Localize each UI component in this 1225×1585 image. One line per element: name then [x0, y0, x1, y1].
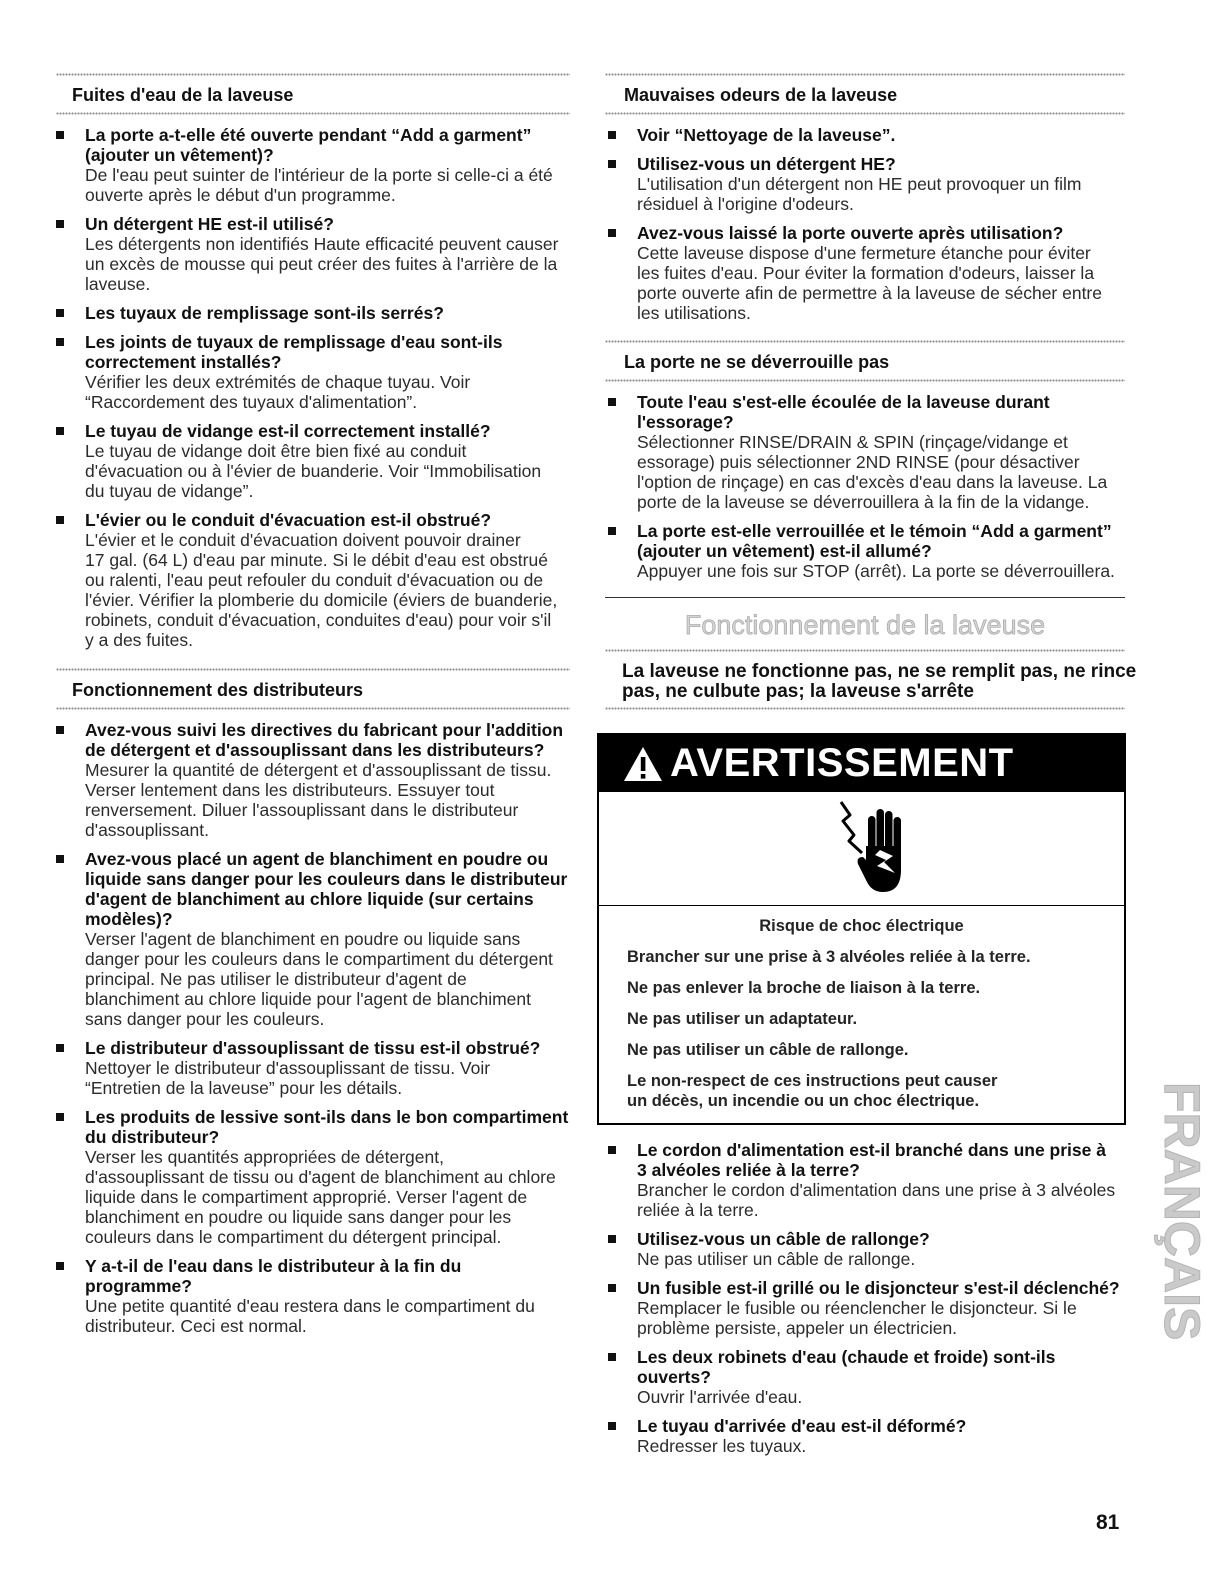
list-item	[608, 223, 1125, 323]
item-answer: Les détergents non identifiés Haute efficacité peuvent causer un excès de mousse qui peut créer des fuites à l'arrière de la laveuse.	[85, 234, 559, 294]
item-question: La porte est-elle verrouillée et le témoin “Add a garment” (ajouter un vêtement) est-il allumé?	[637, 521, 1112, 561]
item-question: Le distributeur d'assouplissant de tissu est-il obstrué?	[85, 1038, 541, 1058]
square-bullet-icon	[608, 1146, 616, 1154]
item-question: Un détergent HE est-il utilisé?	[85, 214, 334, 234]
item-answer: Ouvrir l'arrivée d'eau.	[637, 1387, 803, 1407]
item-answer: Remplacer le fusible ou réenclencher le disjoncteur. Si le problème persiste, appeler un électricien.	[637, 1298, 1077, 1338]
section-title: La porte ne se déverrouille pas	[624, 352, 890, 372]
item-answer: Vérifier les deux extrémités de chaque tuyau. Voir “Raccordement des tuyaux d'alimentation”.	[85, 372, 471, 412]
section-title: La laveuse ne fonctionne pas, ne se remplit pas, ne rince pas, ne culbute pas; la laveuse s'arrête	[622, 661, 1137, 702]
list-item	[56, 720, 570, 840]
dotted-rule	[605, 112, 1125, 115]
item-question: Le tuyau de vidange est-il correctement installé?	[85, 421, 491, 441]
square-bullet-icon	[56, 855, 64, 863]
square-bullet-icon	[56, 516, 64, 524]
item-list	[56, 720, 570, 1336]
item-question: Avez-vous placé un agent de blanchiment en poudre ou liquide sans danger pour les couleurs dans le distributeur d'agent de blanchiment au chlore liquide (sur certains modèles)?	[85, 849, 568, 929]
item-answer: Le tuyau de vidange doit être bien fixé au conduit d'évacuation ou à l'évier de buanderie. Voir “Immobilisation du tuyau de vidange”.	[85, 441, 542, 501]
item-answer: Appuyer une fois sur STOP (arrêt). La porte se déverrouillera.	[637, 561, 1115, 581]
item-question: Voir “Nettoyage de la laveuse”.	[637, 125, 896, 145]
square-bullet-icon	[608, 398, 616, 406]
item-answer: Mesurer la quantité de détergent et d'assouplissant de tissu. Verser lentement dans les distributeurs. Essuyer tout renversement. Diluer l'assouplissant dans le distributeur d'assouplissant.	[85, 760, 552, 840]
square-bullet-icon	[56, 131, 64, 139]
dotted-rule	[605, 340, 1125, 343]
dotted-rule	[605, 73, 1125, 76]
dotted-rule	[605, 379, 1125, 382]
list-item	[608, 1416, 1125, 1456]
item-question: Les tuyaux de remplissage sont-ils serrés?	[85, 303, 444, 323]
square-bullet-icon	[608, 527, 616, 535]
item-question: Un fusible est-il grillé ou le disjoncteur s'est-il déclenché?	[637, 1278, 1120, 1298]
warning-triangle-icon	[622, 745, 664, 783]
square-bullet-icon	[56, 309, 64, 317]
square-bullet-icon	[56, 1044, 64, 1052]
item-answer: Brancher le cordon d'alimentation dans une prise à 3 alvéoles reliée à la terre.	[637, 1180, 1116, 1220]
item-answer: L'utilisation d'un détergent non HE peut provoquer un film résiduel à l'origine d'odeurs.	[637, 174, 1082, 214]
item-question: Avez-vous laissé la porte ouverte après utilisation?	[637, 223, 1064, 243]
list-item	[56, 125, 570, 205]
square-bullet-icon	[56, 220, 64, 228]
list-item	[608, 154, 1125, 214]
dotted-rule	[56, 707, 570, 710]
item-question: Utilisez-vous un détergent HE?	[637, 154, 896, 174]
square-bullet-icon	[608, 229, 616, 237]
section-title: Fuites d'eau de la laveuse	[72, 85, 294, 105]
item-list	[608, 125, 1125, 323]
item-answer: L'évier et le conduit d'évacuation doivent pouvoir drainer 17 gal. (64 L) d'eau par minute. Si le débit d'eau est obstrué ou ralenti, l'eau peut refouler du conduit d'évacuation ou de l'évier. Vérifier la plomberie du domicile (éviers de buanderie, robinets, conduit d'évacuation, conduites d'eau) pour voir s'il y a des fuites.	[85, 530, 558, 650]
list-item	[608, 392, 1125, 512]
square-bullet-icon	[608, 1422, 616, 1430]
warning-instruction: Ne pas enlever la broche de liaison à la terre.	[627, 979, 981, 997]
warning-label	[597, 733, 1126, 1125]
list-item	[608, 1347, 1125, 1407]
item-question: Les produits de lessive sont-ils dans le bon compartiment du distributeur?	[85, 1107, 569, 1147]
list-item	[56, 1038, 570, 1098]
warning-consequence: Le non-respect de ces instructions peut causer un décès, un incendie ou un choc électrique.	[627, 1072, 998, 1110]
section-odors	[608, 73, 1125, 323]
warning-instruction: Brancher sur une prise à 3 alvéoles reliée à la terre.	[627, 948, 1031, 966]
section-title: Mauvaises odeurs de la laveuse	[624, 85, 898, 105]
square-bullet-icon	[56, 338, 64, 346]
item-question: Avez-vous suivi les directives du fabricant pour l'addition de détergent et d'assouplissant dans les distributeurs?	[85, 720, 564, 760]
list-item	[56, 303, 570, 323]
item-answer: Verser les quantités appropriées de détergent, d'assouplissant de tissu ou d'agent de blanchiment au chlore liquide dans le compartiment approprié. Verser l'agent de blanchiment en poudre ou liquide sans danger pour les couleurs dans le compartiment du détergent principal.	[85, 1147, 556, 1247]
item-answer: Une petite quantité d'eau restera dans le compartiment du distributeur. Ceci est normal.	[85, 1296, 535, 1336]
section-divider	[605, 597, 1125, 598]
square-bullet-icon	[56, 726, 64, 734]
item-list	[608, 392, 1125, 581]
list-item	[56, 849, 570, 1029]
item-question: Y a-t-il de l'eau dans le distributeur à la fin du programme?	[85, 1256, 462, 1296]
item-answer: De l'eau peut suinter de l'intérieur de la porte si celle-ci a été ouverte après le début d'un programme.	[85, 165, 553, 205]
square-bullet-icon	[56, 1262, 64, 1270]
item-question: Les deux robinets d'eau (chaude et froide) sont-ils ouverts?	[637, 1347, 1056, 1387]
item-answer: Sélectionner RINSE/DRAIN & SPIN (rinçage/vidange et essorage) puis sélectionner 2ND RINSE (pour désactiver l'option de rinçage) en cas d'excès d'eau dans la laveuse. La porte de la laveuse se déverrouillera à la fin de la vidange.	[637, 432, 1108, 512]
section-door-unlock	[608, 340, 1125, 581]
section-washer-operation	[608, 1140, 1125, 1456]
dotted-rule	[56, 112, 570, 115]
item-question: Le tuyau d'arrivée d'eau est-il déformé?	[637, 1416, 967, 1436]
list-item	[56, 1256, 570, 1336]
square-bullet-icon	[608, 1235, 616, 1243]
page-number: 81	[1096, 1511, 1120, 1534]
list-item	[56, 1107, 570, 1247]
square-bullet-icon	[608, 1284, 616, 1292]
dotted-rule	[56, 73, 570, 76]
item-answer: Redresser les tuyaux.	[637, 1436, 807, 1456]
square-bullet-icon	[608, 131, 616, 139]
warning-hazard-title: Risque de choc électrique	[759, 917, 964, 935]
list-item	[56, 421, 570, 501]
item-question: Toute l'eau s'est-elle écoulée de la laveuse durant l'essorage?	[637, 392, 1050, 432]
item-answer: Ne pas utiliser un câble de rallonge.	[637, 1249, 916, 1269]
item-answer: Nettoyer le distributeur d'assouplissant de tissu. Voir “Entretien de la laveuse” pour les détails.	[85, 1058, 491, 1098]
item-question: La porte a-t-elle été ouverte pendant “Add a garment” (ajouter un vêtement)?	[85, 125, 532, 165]
square-bullet-icon	[608, 160, 616, 168]
list-item	[608, 1140, 1125, 1220]
language-tab: FRANÇAIS	[1154, 1082, 1210, 1341]
section-water-leaks	[56, 73, 570, 650]
section-dispensers	[56, 668, 570, 1336]
square-bullet-icon	[56, 427, 64, 435]
list-item	[56, 510, 570, 650]
list-item	[56, 332, 570, 412]
section-title: Fonctionnement des distributeurs	[72, 680, 364, 700]
dotted-rule	[56, 668, 570, 671]
list-item	[608, 1278, 1125, 1338]
chapter-title: Fonctionnement de la laveuse	[684, 610, 1046, 640]
warning-header	[599, 735, 1124, 792]
item-answer: Cette laveuse dispose d'une fermeture étanche pour éviter les fuites d'eau. Pour éviter la formation d'odeurs, laisser la porte ouverte afin de permettre à la laveuse de sécher entre les utilisations.	[637, 243, 1102, 323]
list-item	[608, 521, 1125, 581]
warning-instruction: Ne pas utiliser un adaptateur.	[627, 1010, 858, 1028]
list-item	[608, 125, 1125, 145]
item-answer: Verser l'agent de blanchiment en poudre ou liquide sans danger pour les couleurs dans le compartiment du détergent principal. Ne pas utiliser le distributeur d'agent de blanchiment au chlore liquide pour l'agent de blanchiment sans danger pour les couleurs.	[85, 929, 553, 1029]
item-question: Utilisez-vous un câble de rallonge?	[637, 1229, 930, 1249]
warning-text	[627, 916, 1096, 1111]
electric-shock-hazard-icon	[835, 800, 910, 895]
square-bullet-icon	[608, 1353, 616, 1361]
square-bullet-icon	[56, 1113, 64, 1121]
list-item	[608, 1229, 1125, 1269]
item-question: L'évier ou le conduit d'évacuation est-il obstrué?	[85, 510, 492, 530]
warning-signal-word: AVERTISSEMENT	[670, 741, 1014, 785]
dotted-rule	[605, 707, 1125, 710]
item-question: Les joints de tuyaux de remplissage d'eau sont-ils correctement installés?	[85, 332, 503, 372]
dotted-rule	[605, 649, 1125, 652]
item-list	[56, 125, 570, 650]
item-question: Le cordon d'alimentation est-il branché dans une prise à 3 alvéoles reliée à la terre?	[637, 1140, 1106, 1180]
warning-instruction: Ne pas utiliser un câble de rallonge.	[627, 1041, 909, 1059]
list-item	[56, 214, 570, 294]
warning-divider	[599, 905, 1124, 906]
